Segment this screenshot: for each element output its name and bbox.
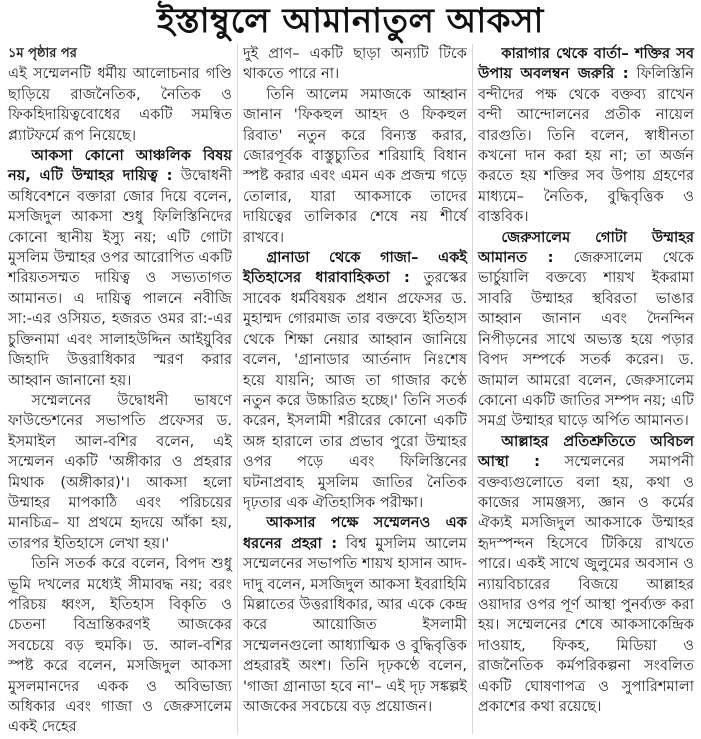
paragraph [243,513,467,717]
paragraph [8,554,232,738]
paragraph [478,44,694,228]
paragraph-text: ফিলিস্তিনি বন্দীদের পক্ষ থেকে বক্তব্য রাখেন বন্দী আন্দোলনের প্রতীক নায়েল বারগুতি। তিনি বলেন, স্বাধীনতা কখনো দান করা হয় না; তা অর্জন করতে হয় শক্তির সব উপায় গ্রহণের মাধ্যমে– নৈতিক, বুদ্ধিবৃত্তিক ও বাস্তবিক। [478,65,694,226]
paragraph-text: উদ্বোধনী অধিবেশনে বক্তারা জোর দিয়ে বলেন, মসজিদুল আকসা শুধু ফিলিস্তিনিদের কোনো স্থানীয় ইস্যু নয়; এটি গোটা মুসলিম উম্মাহর ওপর আরোপিত একটি শরিয়তসম্মত দায়িত্ব ও সভ্যতাগত আমানত। এ দায়িত্ব পালনে নবীজি সা:-এর ওসিয়ত, হজরত ওমর রা:-এর চুক্তিনামা এবং সালাহউদ্দিন আইয়ুবির জিহাদি উত্তরাধিকার স্মরণ করার আহ্বান জানানো হয়। [8,167,233,389]
column-divider [472,44,473,734]
paragraph [478,228,694,432]
paragraph-text: এই সম্মেলনটি ধর্মীয় আলোচনার গণ্ডি ছাড়িয়ে রাজনৈতিক, নৈতিক ও ফিকহিদায়িত্ববোধের একটি সমন্বিত প্ল্যাটফর্মে রূপ নিয়েছে। [8,65,232,144]
paragraph [8,146,232,391]
paragraph-text: সম্মেলনের সমাপনী বক্তব্যগুলোতে বলা হয়, কথা ও কাজের সামঞ্জস্য, জ্ঞান ও কর্মের ঐক্যই মসজিদুল আকসাকে উম্মাহর হৃদস্পন্দন হিসেবে টিকিয়ে রাখতে পারে। একই সাথে জুলুমের অবসান ও ন্যায়বিচারের বিজয়ে আল্লাহর ওয়াদার ওপর পূর্ণ আস্থা পুনর্ব্যক্ত করা হয়। সম্মেলনের শেষে আকসাকেন্দ্রিক দাওয়াহ, ফিকহ, মিডিয়া ও রাজনৈতিক কর্মপরিকল্পনা সংবলিত একটি ঘোষণাপত্র ও সুপারিশমালা প্রকাশের কথা রয়েছে। [478,453,694,715]
paragraph-text: তিনি আলেম সমাজকে আহ্বান জানান 'ফিকহুল আহদ ও ফিকহুল রিবাত' নতুন করে বিন্যস্ত করার, জোরপূর্বক বাস্তুচ্যুতির শরিয়াহি বিধান স্পষ্ট করার এবং এমন এক প্রজন্ম গড়ে তোলার, যারা আকসাকে তাদের দায়িত্বের তালিকার শেষে নয় শীর্ষে রাখবে। [243,85,467,246]
paragraph [8,391,232,554]
paragraph [8,64,232,146]
paragraph-text: তিনি সতর্ক করে বলেন, বিপদ শুধু ভূমি দখলের মধ্যেই সীমাবদ্ধ নয়; বরং পরিচয় ধ্বংস, ইতিহাস বিকৃতি ও চেতনা বিভ্রান্তিকরণই আজকের সবচেয়ে বড় হুমকি। ড. আল-বশির স্পষ্ট করে বলেন, মসজিদুল আকসা মুসলমানদের একক ও অবিভাজ্য অধিকার এবং গাজা ও জেরুসালেম একই দেহের [8,555,232,736]
subheading: জেরুসালেম গোটা উম্মাহর আমানত : [478,228,694,267]
column-divider [237,44,238,734]
paragraph-text: তুরস্কের সাবেক ধর্মবিষয়ক প্রধান প্রফেসর ড. মুহাম্মদ গোরমাজ তার বক্তব্যে ইতিহাস থেকে শিক্ষা নেয়ার আহ্বান জানিয়ে বলেন, 'গ্রানাডার আর্তনাদ নিঃশেষ হয়ে যায়নি; আজ তা গাজার কণ্ঠে নতুন করে উচ্চারিত হচ্ছে।' তিনি সতর্ক করেন, ইসলামী শরীরের কোনো একটি অঙ্গ হারালে তার প্রভাব পুরো উম্মাহর ওপর পড়ে এবং ফিলিস্তিনের ঘটনাপ্রবাহ মুসলিম জাতির নৈতিক দৃঢ়তার এক ঐতিহাসিক পরীক্ষা। [243,269,467,511]
headline: ইস্তাম্বুলে আমানাতুল আকসা [157,1,544,41]
paragraph-text: জেরুসালেম থেকে ভার্চুয়ালি বক্তব্যে শায়খ ইকরামা সাবরি উম্মাহর স্থবিরতা ভাঙার আহ্বান জানান এবং দৈনন্দিন নিপীড়নের সাথে অভ্যস্ত হয়ে পড়ার বিপদ সম্পর্কে সতর্ক করেন। ড. জামাল আমরো বলেন, জেরুসালেম কোনো একটি জাতির সম্পদ নয়; এটি সমগ্র উম্মাহর ঘাড়ে অর্পিত আমানত। [478,249,694,430]
article-column-2 [243,44,467,717]
paragraph-text: সম্মেলনের উদ্বোধনী ভাষণে ফাউন্ডেশনের সভাপতি প্রফেসর ড. ইসমাইল আল-বশির বলেন, এই সম্মেলন একটি 'অঙ্গীকার ও প্রহরার মিথাক (অঙ্গীকার)'। আকসা হলো উম্মাহর মাপকাঠি এবং পরিচয়ের মানচিত্র– যা প্রথমে হৃদয়ে আঁকা হয়, তারপর ইতিহাসে লেখা হয়।' [8,391,232,552]
article-column-3 [478,44,694,717]
subheading: আকসা কোনো আঞ্চলিক বিষয় নয়, এটি উম্মাহর দায়িত্ব : [8,147,232,185]
continued-from-label: ১ম পৃষ্ঠার পর [8,46,77,61]
subheading: আল্লাহর প্রতিশ্রুতিতে অবিচল আস্থা : [478,432,694,471]
paragraph [243,85,467,248]
subheading: আকসার পক্ষে সম্মেলনও এক ধরনের প্রহরা : [243,514,467,552]
subheading: গ্রানাডা থেকে গাজা– একই ইতিহাসের ধারাবাহিকতা : [243,249,467,287]
paragraph [243,44,467,85]
paragraph [478,432,694,718]
paragraph-text: দুই প্রাণ– একটি ছাড়া অন্যটি টিকে থাকতে পারে না। [243,45,467,83]
paragraph [243,248,467,513]
article-column-1 [8,44,232,738]
paragraph-text: বিশ্ব মুসলিম আলেম সম্মেলনের সভাপতি শায়খ হাসান আদ-দাদু বলেন, মসজিদুল আকসা ইবরাহিমি মিল্লাতের উত্তরাধিকার, আর একে কেন্দ্র করে আয়োজিত ইসলামী সম্মেলনগুলো আধ্যাত্মিক ও বুদ্ধিবৃত্তিক প্রহরারই অংশ। তিনি দৃঢ়কণ্ঠে বলেন, 'গাজা গ্রানাডা হবে না'– এই দৃঢ় সঙ্কল্পই আজকের সবচেয়ে বড় প্রয়োজন। [243,534,467,715]
subheading: কারাগার থেকে বার্তা– শক্তির সব উপায় অবলম্বন জরুরি : [478,45,694,83]
